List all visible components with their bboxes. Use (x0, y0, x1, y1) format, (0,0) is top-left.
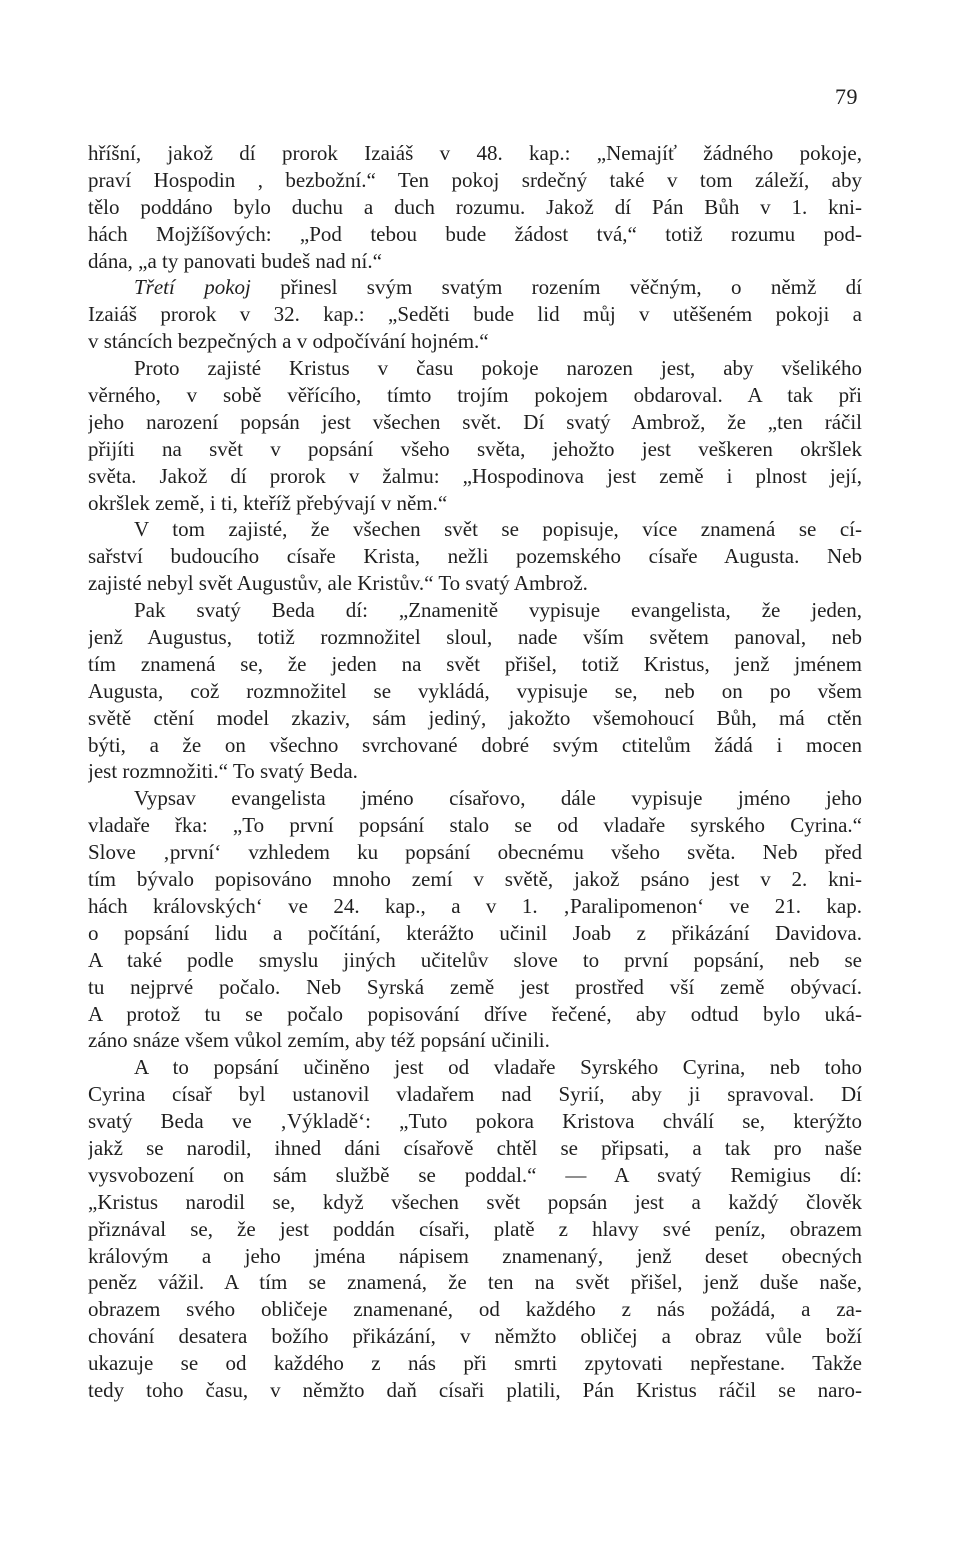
text-line: světa. Jakož dí prorok v žalmu: „Hospodinova jest země i plnost její, (88, 463, 862, 488)
emphasized-phrase: Třetí pokoj (134, 275, 251, 300)
text-line: tím znamená se, že jeden na svět přišel, totiž Kristus, jenž jménem (88, 651, 862, 676)
text-line: praví Hospodin , bezbožní.“ Ten pokoj srdečný také v tom záleží, aby (88, 167, 862, 192)
text-line: hách Mojžíšových: „Pod tebou bude žádost tvá,“ totiž rozumu pod- (88, 221, 862, 246)
text-line: dána, „a ty panovati budeš nad ní.“ (88, 248, 382, 273)
text-line: okršlek země, i ti, kteříž přebývají v něm.“ (88, 490, 448, 515)
text-line: jakž se narodil, ihned dáni císařově chtěl se připsati, a tak pro naše (88, 1135, 862, 1160)
text-line: Slove ‚první‘ vzhledem ku popsání obecnému všeho světa. Neb před (88, 840, 862, 865)
text-line: A to popsání učiněno jest od vladaře Syrského Cyrina, neb toho (134, 1055, 862, 1080)
text-line: tělo poddáno bylo duchu a duch rozumu. Jakož dí Pán Bůh v 1. kni- (88, 194, 862, 219)
text-line: chování desatera božího přikázání, v němžto obličej a obraz vůle boží (88, 1324, 862, 1349)
text-line-rest: přinesl svým svatým rozením věčným, o němž dí (250, 275, 862, 300)
text-line: světě ctění model zkaziv, sám jediný, jakožto všemohoucí Bůh, má ctěn (88, 705, 862, 730)
text-line: obrazem svého obličeje znamenané, od každého z nás požádá, a za- (88, 1297, 862, 1322)
text-line: býti, a že on všechno svrchované dobré svým ctitelům žádá i mocen (88, 732, 862, 757)
text-line: sařství budoucího císaře Krista, nežli pozemského císaře Augusta. Neb (88, 544, 862, 569)
text-line: vladaře řka: „To první popsání stalo se od vladaře syrského Cyrina.“ (88, 813, 862, 838)
text-line: ukazuje se od každého z nás při smrti zpytovati nepřestane. Takže (88, 1351, 862, 1376)
text-line: Cyrina císař byl ustanovil vladařem nad Syrií, aby ji spravoval. Dí (88, 1082, 862, 1107)
text-line: Vypsav evangelista jméno císařovo, dále vypisuje jméno jeho (134, 786, 862, 811)
text-line: svatý Beda ve ‚Výkladě‘: „Tuto pokora Kristova chválí se, kterýžto (88, 1109, 862, 1134)
text-line: královým a jeho jména nápisem znamenaný, jenž deset obecných (88, 1243, 862, 1268)
text-line: A protož tu se počalo popisování dříve řečené, aby odtud bylo uká- (88, 1001, 862, 1026)
page-number: 79 (835, 84, 858, 109)
text-line: jeho narození popsán jest všechen svět. Dí svatý Ambrož, že „ten ráčil (88, 409, 862, 434)
text-line: zajisté nebyl svět Augustův, ale Kristův.“ To svatý Ambrož. (88, 571, 588, 596)
text-line: přijíti na svět v popsání všeho světa, jehožto jest veškeren okršlek (88, 436, 862, 461)
text-line: hách královských‘ ve 24. kap., a v 1. ‚Paralipomenon‘ ve 21. kap. (88, 893, 862, 918)
text-line: vysvobození on sám službě se poddal.“ — A svatý Remigius dí: (88, 1162, 862, 1187)
text-line: Proto zajisté Kristus v času pokoje narozen jest, aby všelikého (134, 356, 862, 381)
text-line (88, 274, 862, 301)
body-text (88, 140, 862, 1404)
text-line: tu nejprvé počalo. Neb Syrská země jest prostřed vší země obývací. (88, 974, 862, 999)
text-line: záno snáze všem vůkol zemím, aby též popsání učinili. (88, 1028, 550, 1053)
text-line: „Kristus narodil se, když všechen svět popsán jest a každý člověk (88, 1189, 862, 1214)
text-line: jenž Augustus, totiž rozmnožitel sloul, nade vším světem panoval, neb (88, 625, 862, 650)
text-line: přiznával se, že jest poddán císaři, platě z hlavy své peníz, obrazem (88, 1216, 862, 1241)
text-line: hříšní, jakož dí prorok Izaiáš v 48. kap.: „Nemajíť žádného pokoje, (88, 141, 862, 165)
text-line: A také podle smyslu jiných učitelův slove to první popsání, neb se (88, 947, 862, 972)
text-line: tedy toho času, v němžto daň císaři platili, Pán Kristus ráčil se naro- (88, 1377, 862, 1402)
text-line: jest rozmnožiti.“ To svatý Beda. (88, 759, 358, 784)
text-line: tím bývalo popisováno mnoho zemí v světě, jakož psáno jest v 2. kni- (88, 867, 862, 892)
text-line: v stáncích bezpečných a v odpočívání hojném.“ (88, 329, 489, 354)
text-line: o popsání lidu a počítání, kterážto učinil Joab z přikázání Davidova. (88, 920, 862, 945)
text-line: Izaiáš prorok v 32. kap.: „Seděti bude lid můj v utěšeném pokoji a (88, 302, 862, 327)
text-line: peněz vážil. A tím se znamená, že ten na svět přišel, jenž duše naše, (88, 1270, 862, 1295)
text-line: V tom zajisté, že všechen svět se popisuje, více znamená se cí- (134, 517, 862, 542)
text-line: Pak svatý Beda dí: „Znamenitě vypisuje evangelista, že jeden, (134, 598, 862, 623)
text-line: Augusta, což rozmnožitel se vykládá, vypisuje se, neb on po všem (88, 678, 862, 703)
text-line: věrného, v sobě věřícího, tímto trojím pokojem obdaroval. A tak při (88, 383, 862, 408)
